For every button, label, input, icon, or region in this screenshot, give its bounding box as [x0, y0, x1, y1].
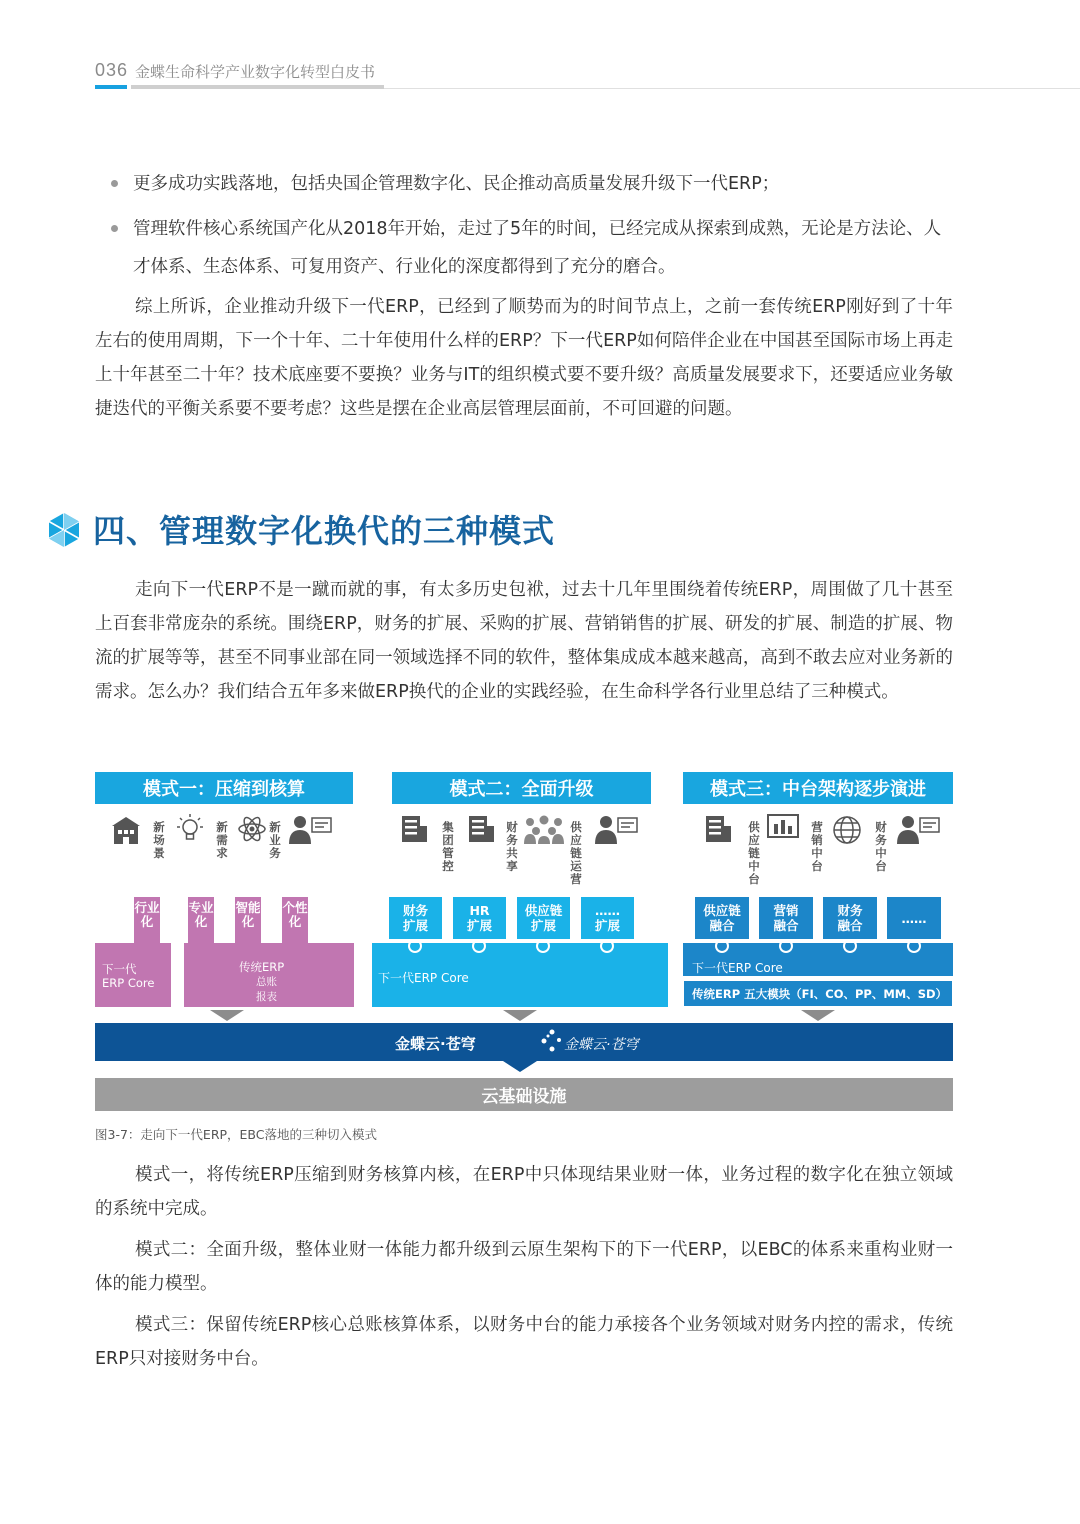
body-paragraph: 综上所诉，企业推动升级下一代ERP，已经到了顺势而为的时间节点上，之前一套传统ERP刚好到了十年左右的使用周期，下一个十年、二十年使用什么样的ERP？下一代ERP如何陪伴企业在中国甚至国际市场上再走上十年甚至二十年？技术底座要不要换？业务与IT的组织模式要不要升级？高质量发展要求下，还要适应业务敏捷迭代的平衡关系要不要考虑？这些是摆在企业高层管理层面前，不可回避的问题。: [95, 297, 953, 419]
arrow-down-icon: [801, 1010, 835, 1021]
mode2-title: 模式二：全面升级: [392, 772, 651, 804]
mode1-legacy-ledger: 总账: [256, 976, 277, 988]
mode2-box-line1: ……: [595, 903, 620, 918]
presenter-icon: [288, 813, 332, 845]
cloud-infrastructure-bar: 云基础设施: [95, 1078, 953, 1111]
mode3-label-supply: 供应链中台: [748, 820, 760, 886]
bullet-dot: [111, 180, 118, 187]
bullet-item: 更多成功实践落地，包括央国企管理数字化、民企推动高质量发展升级下一代ERP；: [133, 174, 780, 194]
mode2-box-line1: 财务: [402, 903, 428, 918]
mode3-box-marketing: [759, 897, 813, 939]
people-group-icon: [522, 814, 566, 844]
cosmic-platform-bar: [95, 1023, 953, 1061]
connector-hook: [408, 939, 422, 953]
mode3-box-line1: ……: [901, 910, 927, 926]
mode1-tab-industry: 行业化: [134, 897, 160, 943]
globe-icon: [830, 813, 864, 847]
building-icon: [466, 814, 496, 844]
mode2-box-more: [581, 897, 634, 939]
mode3-box-line2: 融合: [709, 918, 735, 933]
mode2-box-hr: [453, 897, 506, 939]
atom-icon: [236, 813, 268, 845]
mode2-core-label: 下一代ERP Core: [378, 971, 469, 985]
mode3-legacy-label: 传统ERP 五大模块（FI、CO、PP、MM、SD）: [692, 987, 948, 1001]
mode2-box-line1: HR: [469, 903, 490, 918]
mode2-box-line2: 扩展: [530, 918, 556, 933]
mode3-label-finance: 财务中台: [875, 820, 887, 873]
bullet-dot: [111, 225, 118, 232]
section-heading: 四、管理数字化换代的三种模式: [93, 512, 556, 550]
mode1-title: 模式一：压缩到核算: [95, 772, 353, 804]
mode2-label-group: 集团管控: [442, 820, 454, 873]
mode1-label-scene: 新场景: [153, 820, 165, 860]
mode2-box-line1: 供应链: [524, 903, 563, 918]
mode1-tab-intelligent: 智能化: [235, 897, 261, 943]
connector-hook: [907, 939, 921, 953]
mode2-label-shared: 财务共享: [506, 820, 518, 873]
body-paragraph: 走向下一代ERP不是一蹴而就的事，有太多历史包袱，过去十几年里围绕着传统ERP，周围做了几十甚至上百套非常庞杂的系统。围绕ERP，财务的扩展、采购的扩展、营销销售的扩展、研发的扩展、制造的扩展、物流的扩展等等，甚至不同事业部在同一领域选择不同的软件，整体集成成本越来越高，高到不敢去应对业务新的需求。怎么办？我们结合五年多来做ERP换代的企业的实践经验，在生命科学各行业里总结了三种模式。: [95, 580, 953, 702]
mode3-box-line1: 营销: [773, 903, 799, 918]
mode3-box-line2: 融合: [837, 918, 863, 933]
arrow-down-icon: [210, 1010, 244, 1021]
platform-label: 金蝶云·苍穹: [395, 1035, 476, 1053]
mode2-box-line2: 扩展: [466, 918, 492, 933]
mode3-box-line1: 财务: [837, 903, 863, 918]
bullet-item: 管理软件核心系统国产化从2018年开始，走过了5年的时间，已经完成从探索到成熟，无论是方法论、人才体系、生态体系、可复用资产、行业化的深度都得到了充分的磨合。: [133, 219, 942, 277]
building-icon: [399, 814, 429, 844]
header-divider: [384, 88, 1080, 89]
figure-caption: 图3-7：走向下一代ERP，EBC落地的三种切入模式: [95, 1127, 378, 1142]
header-gray-bar: [131, 85, 384, 89]
platform-logo-text: 金蝶云·苍穹: [564, 1037, 639, 1053]
connector-hook: [472, 939, 486, 953]
body-paragraph: 模式三：保留传统ERP核心总账核算体系，以财务中台的能力承接各个业务领域对财务内控的需求，传统ERP只对接财务中台。: [95, 1315, 953, 1369]
connector-hook: [600, 939, 614, 953]
body-paragraph: 模式一，将传统ERP压缩到财务核算内核，在ERP中只体现结果业财一体，业务过程的数字化在独立领域的系统中完成。: [95, 1165, 953, 1219]
mode3-box-line1: 供应链: [703, 903, 741, 918]
mode2-box-line2: 扩展: [402, 918, 428, 933]
lightbulb-icon: [173, 812, 207, 846]
building-icon: [703, 814, 733, 844]
mode3-box-line2: 融合: [773, 918, 799, 933]
mode1-label-demand: 新需求: [216, 820, 228, 860]
arrow-down-icon: [503, 1010, 537, 1021]
presenter-icon: [594, 813, 638, 845]
mode3-box-more: [887, 897, 941, 939]
mode2-box-line2: 扩展: [594, 918, 620, 933]
mode1-label-business: 新业务: [269, 820, 281, 860]
mode1-tab-personal: 个性化: [282, 897, 308, 943]
mode3-box-supply: [695, 897, 749, 939]
mode3-title: 模式三：中台架构逐步演进: [683, 772, 953, 804]
mode2-box-finance: [389, 897, 442, 939]
mode3-label-marketing: 营销中台: [811, 820, 823, 873]
kingdee-logo-icon: [540, 1028, 564, 1054]
hexagon-section-icon: [46, 512, 82, 548]
document-title: 金蝶生命科学产业数字化转型白皮书: [135, 63, 376, 81]
mode1-tab-professional: 专业化: [188, 897, 214, 943]
mode2-label-supply: 供应链运营: [570, 820, 582, 886]
mode1-legacy-erp: 传统ERP: [239, 960, 285, 974]
mode2-box-supply: [517, 897, 570, 939]
arrow-down-icon: [503, 1061, 537, 1072]
presenter-icon: [896, 813, 940, 845]
header-accent-bar: [95, 85, 127, 89]
connector-hook: [715, 939, 729, 953]
connector-hook: [779, 939, 793, 953]
connector-hook: [843, 939, 857, 953]
connector-hook: [536, 939, 550, 953]
mode1-core-label: 下一代 ERP Core: [102, 962, 155, 990]
mode1-legacy-report: 报表: [256, 991, 277, 1003]
body-paragraph: 模式二：全面升级，整体业财一体能力都升级到云原生架构下的下一代ERP，以EBC的体系来重构业财一体的能力模型。: [95, 1240, 953, 1294]
bar-chart-icon: [767, 814, 799, 842]
page-number: 036: [95, 60, 129, 80]
store-icon: [110, 814, 142, 846]
mode3-box-finance: [823, 897, 877, 939]
mode3-core-label: 下一代ERP Core: [692, 961, 783, 975]
